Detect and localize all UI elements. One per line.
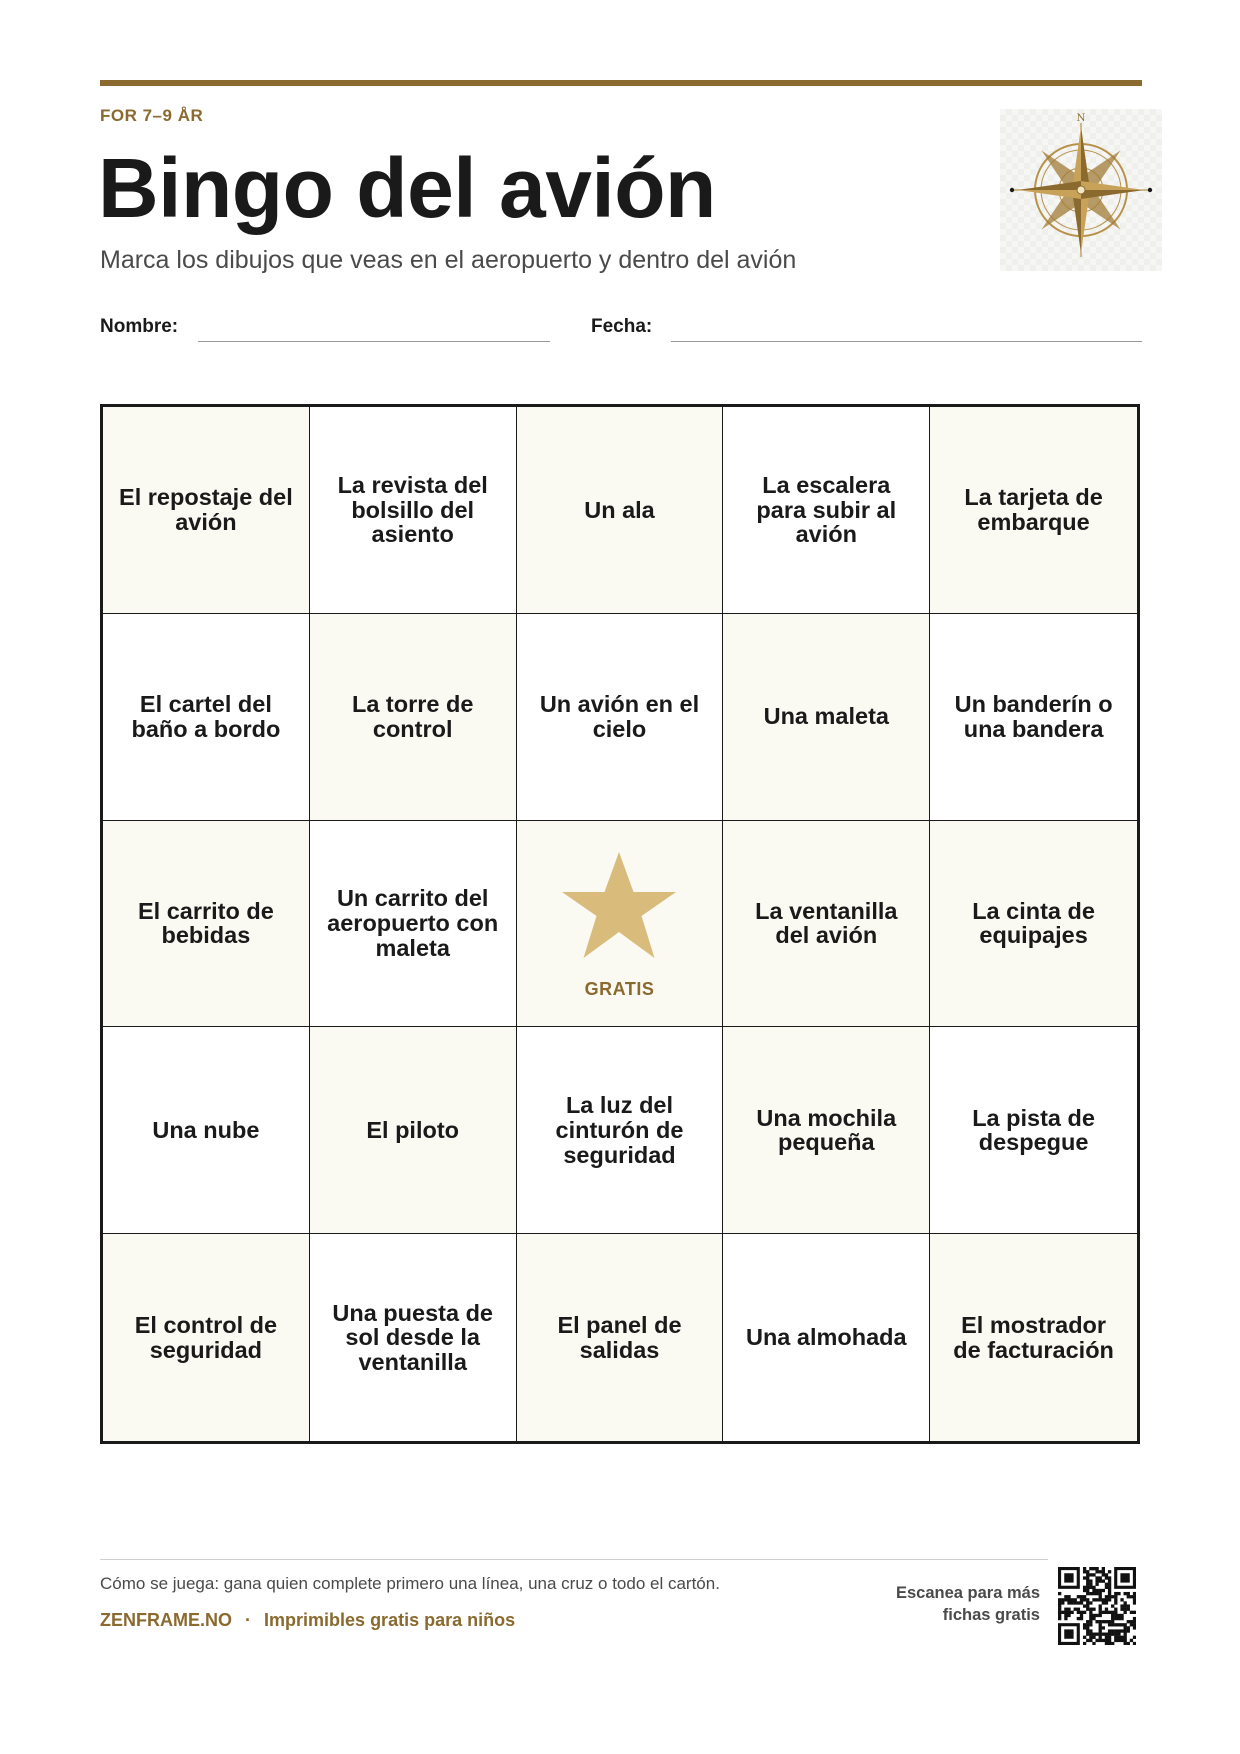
name-field[interactable]	[198, 341, 550, 342]
qr-code-icon[interactable]	[1058, 1567, 1136, 1645]
age-label: FOR 7–9 ÅR	[100, 106, 204, 125]
bingo-cell[interactable]: El carrito de bebidas	[103, 821, 310, 1028]
bingo-cell[interactable]: Una nube	[103, 1027, 310, 1234]
page-title: Bingo del avión	[98, 141, 716, 235]
date-label: Fecha:	[591, 316, 653, 337]
bingo-cell[interactable]: Una maleta	[723, 614, 930, 821]
scan-prompt	[896, 1582, 1040, 1627]
bingo-cell[interactable]: El control de seguridad	[103, 1234, 310, 1441]
bingo-cell[interactable]: La ventanilla del avión	[723, 821, 930, 1028]
bingo-board	[100, 404, 1140, 1444]
bingo-cell[interactable]: Un carrito del aeropuerto con maleta	[310, 821, 517, 1028]
bingo-cell[interactable]: Una puesta de sol desde la ventanilla	[310, 1234, 517, 1441]
how-to-play-text: Cómo se juega: gana quien complete primero una línea, una cruz o todo el cartón.	[100, 1574, 720, 1593]
bingo-cell[interactable]: Un banderín o una bandera	[930, 614, 1137, 821]
bingo-cell[interactable]: La cinta de equipajes	[930, 821, 1137, 1028]
compass-north-label: N	[1076, 113, 1086, 124]
bingo-cell[interactable]: El cartel del baño a bordo	[103, 614, 310, 821]
brand-line	[100, 1610, 515, 1631]
bingo-cell[interactable]: Una mochila pequeña	[723, 1027, 930, 1234]
brand-tagline: Imprimibles gratis para niños	[264, 1610, 516, 1630]
bingo-cell[interactable]: La revista del bolsillo del asiento	[310, 407, 517, 614]
bingo-cell[interactable]: La pista de despegue	[930, 1027, 1137, 1234]
top-rule	[100, 80, 1142, 86]
page-subtitle: Marca los dibujos que veas en el aeropuerto y dentro del avión	[100, 246, 797, 274]
bingo-cell[interactable]: El piloto	[310, 1027, 517, 1234]
bingo-cell[interactable]: Un avión en el cielo	[517, 614, 724, 821]
bingo-cell[interactable]: Una almohada	[723, 1234, 930, 1441]
scan-prompt-line2: fichas gratis	[942, 1606, 1040, 1625]
free-space-label: GRATIS	[584, 979, 655, 1000]
bingo-cell[interactable]: El panel de salidas	[517, 1234, 724, 1441]
footer-divider	[100, 1559, 1048, 1560]
brand-separator: ·	[245, 1610, 252, 1630]
name-label: Nombre:	[100, 316, 179, 337]
bingo-cell[interactable]: La torre de control	[310, 614, 517, 821]
compass-rose-icon	[1000, 109, 1162, 271]
bingo-cell[interactable]: El repostaje del avión	[103, 407, 310, 614]
bingo-cell[interactable]: La luz del cinturón de seguridad	[517, 1027, 724, 1234]
bingo-cell[interactable]: Un ala	[517, 407, 724, 614]
free-space-cell[interactable]	[517, 821, 724, 1028]
bingo-cell[interactable]: La tarjeta de embarque	[930, 407, 1137, 614]
brand-name[interactable]: ZENFRAME.NO	[100, 1610, 232, 1630]
scan-prompt-line1: Escanea para más	[895, 1584, 1040, 1602]
bingo-cell[interactable]: La escalera para subir al avión	[723, 407, 930, 614]
bingo-cell[interactable]: El mostrador de facturación	[930, 1234, 1137, 1441]
date-field[interactable]	[671, 341, 1142, 342]
star-icon	[557, 848, 681, 968]
